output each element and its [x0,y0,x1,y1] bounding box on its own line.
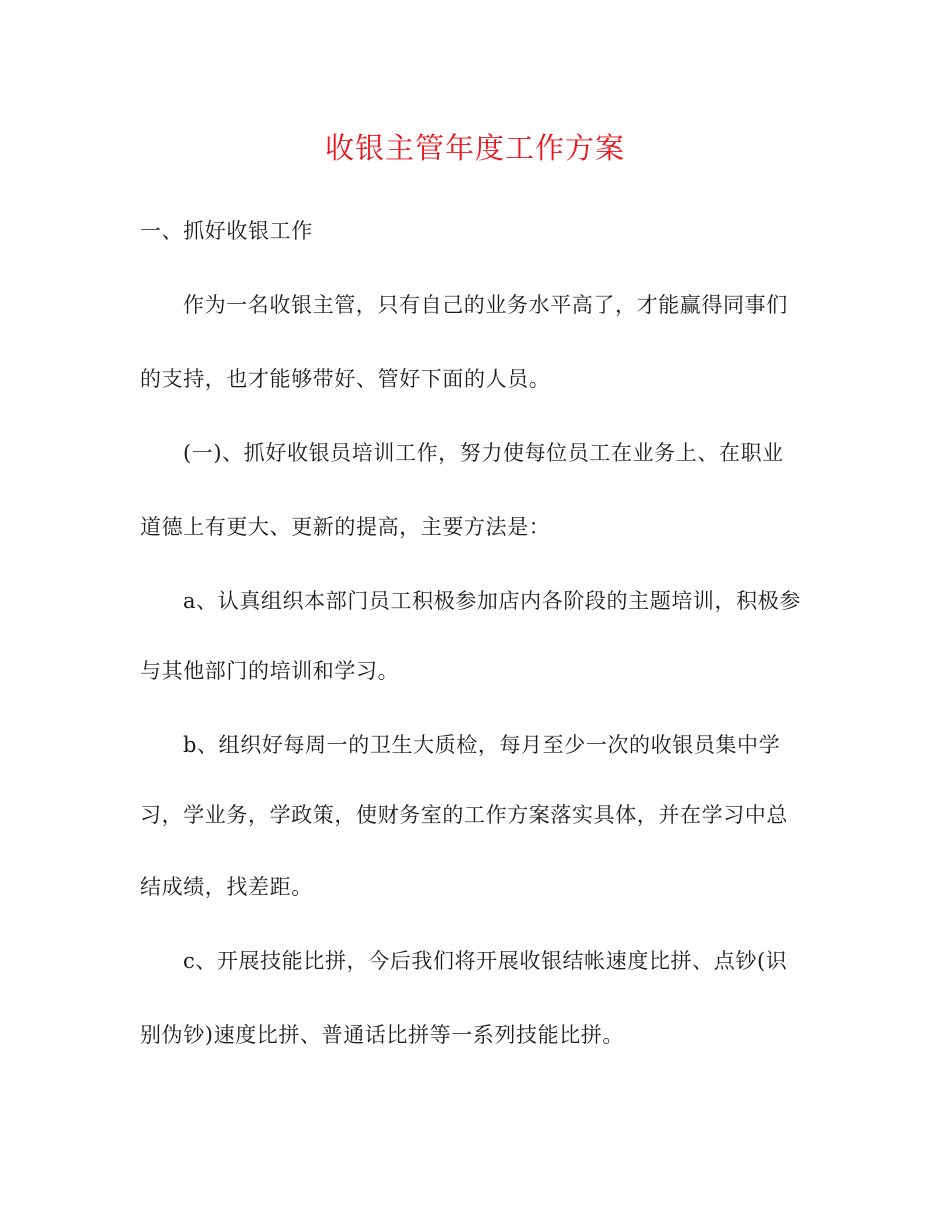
section-heading: 一、抓好收银工作 [140,219,313,243]
document-title: 收银主管年度工作方案 [324,131,625,165]
paragraph-2-line-2: 道德上有更大、更新的提高，主要方法是： [140,515,551,539]
paragraph-5-line-1: c、开展技能比拼，今后我们将开展收银结帐速度比拼、点钞(识 [183,949,788,973]
paragraph-4-line-3: 结成绩，找差距。 [140,875,313,899]
paragraph-3-line-1: a、认真组织本部门员工积极参加店内各阶段的主题培训，积极参 [183,589,801,613]
paragraph-1-line-2: 的支持，也才能够带好、管好下面的人员。 [140,367,551,391]
paragraph-2-line-1: (一)、抓好收银员培训工作，努力使每位员工在业务上、在职业 [183,441,784,465]
paragraph-4-line-1: b、组织好每周一的卫生大质检，每月至少一次的收银员集中学 [183,733,781,757]
paragraph-5-line-2: 别伪钞)速度比拼、普通话比拼等一系列技能比拼。 [140,1023,624,1047]
paragraph-1-line-1: 作为一名收银主管，只有自己的业务水平高了，才能赢得同事们 [183,293,788,317]
paragraph-4-line-2: 习，学业务，学政策，使财务室的工作方案落实具体，并在学习中总 [140,803,788,827]
paragraph-3-line-2: 与其他部门的培训和学习。 [140,659,400,683]
